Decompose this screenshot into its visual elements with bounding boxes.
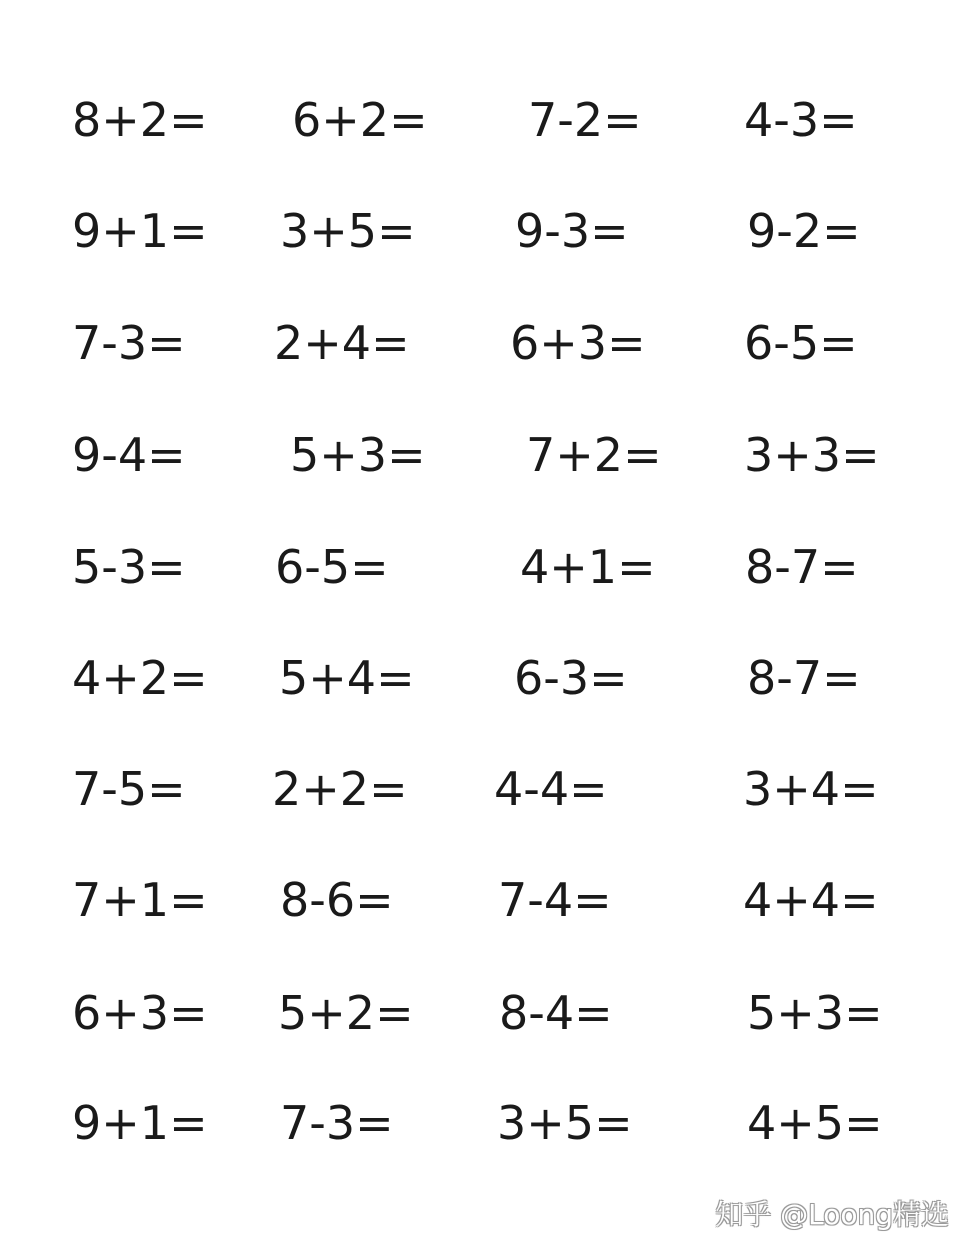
problem-r9-c4: 5+3= <box>747 986 883 1040</box>
problem-r3-c2: 2+4= <box>274 316 410 370</box>
problem-r9-c1: 6+3= <box>72 986 208 1040</box>
problem-r7-c1: 7-5= <box>72 762 186 816</box>
problem-r2-c1: 9+1= <box>72 204 208 258</box>
problem-r7-c2: 2+2= <box>272 762 408 816</box>
problem-r8-c1: 7+1= <box>72 873 208 927</box>
problem-r10-c2: 7-3= <box>280 1096 394 1150</box>
problem-r4-c2: 5+3= <box>290 428 426 482</box>
problem-r5-c2: 6-5= <box>275 540 389 594</box>
problem-r8-c3: 7-4= <box>498 873 612 927</box>
problem-r4-c3: 7+2= <box>526 428 662 482</box>
problem-r5-c4: 8-7= <box>745 540 859 594</box>
problem-r2-c3: 9-3= <box>515 204 629 258</box>
problem-r10-c3: 3+5= <box>497 1096 633 1150</box>
problem-r8-c4: 4+4= <box>743 873 879 927</box>
problem-r1-c3: 7-2= <box>528 93 642 147</box>
problem-r3-c1: 7-3= <box>72 316 186 370</box>
problem-r7-c4: 3+4= <box>743 762 879 816</box>
problem-r4-c4: 3+3= <box>744 428 880 482</box>
problem-r6-c2: 5+4= <box>279 651 415 705</box>
problem-r4-c1: 9-4= <box>72 428 186 482</box>
problem-r7-c3: 4-4= <box>494 762 608 816</box>
problem-r2-c2: 3+5= <box>280 204 416 258</box>
problem-r1-c2: 6+2= <box>292 93 428 147</box>
problem-r1-c1: 8+2= <box>72 93 208 147</box>
problem-r9-c3: 8-4= <box>499 986 613 1040</box>
watermark-text: 知乎 @Loong精选 <box>715 1198 949 1231</box>
problem-r10-c4: 4+5= <box>747 1096 883 1150</box>
problem-r6-c3: 6-3= <box>514 651 628 705</box>
problem-r10-c1: 9+1= <box>72 1096 208 1150</box>
problem-r8-c2: 8-6= <box>280 873 394 927</box>
problem-r6-c1: 4+2= <box>72 651 208 705</box>
problem-r1-c4: 4-3= <box>744 93 858 147</box>
problem-r6-c4: 8-7= <box>747 651 861 705</box>
problem-r3-c3: 6+3= <box>510 316 646 370</box>
problem-r5-c1: 5-3= <box>72 540 186 594</box>
problem-r3-c4: 6-5= <box>744 316 858 370</box>
problem-r2-c4: 9-2= <box>747 204 861 258</box>
problem-r9-c2: 5+2= <box>278 986 414 1040</box>
problem-r5-c3: 4+1= <box>520 540 656 594</box>
